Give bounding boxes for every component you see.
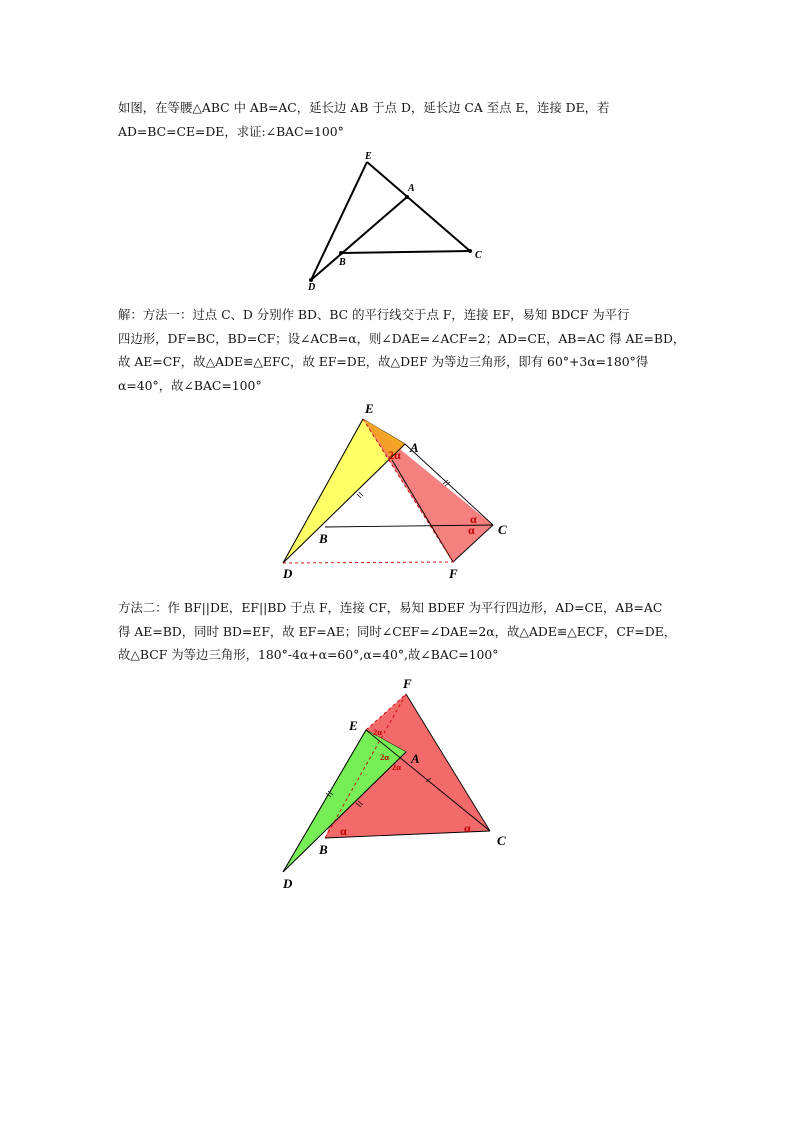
label-A: A bbox=[410, 440, 419, 455]
point-C bbox=[468, 249, 472, 253]
figure-3 bbox=[270, 670, 520, 895]
label-F: F bbox=[403, 676, 412, 691]
solution-2-line-1: 方法二：作 BF||DE，EF||BD 于点 F，连接 CF，易知 BDEF 为平行四边形，AD=CE，AB=AC bbox=[118, 600, 663, 615]
label-D: D bbox=[283, 566, 293, 581]
solution-2-line-2: 得 AE=BD，同时 BD=EF，故 EF=AE；同时∠CEF=∠DAE=2α，故△ADE≌△ECF，CF=DE， bbox=[118, 623, 677, 639]
segment-DF-dashed bbox=[283, 562, 453, 563]
label-D: D bbox=[308, 282, 316, 293]
angle-2alpha-A: 2α bbox=[388, 448, 401, 462]
angle-2alpha-E: 2α bbox=[373, 727, 382, 737]
label-C: C bbox=[475, 250, 482, 261]
problem-line-2: AD=BC=CE=DE，求证:∠BAC=100° bbox=[118, 123, 344, 139]
label-E: E bbox=[349, 718, 358, 733]
label-B: B bbox=[319, 531, 328, 546]
point-B bbox=[339, 251, 343, 255]
solution-1-line-1: 解：方法一：过点 C、D 分别作 BD、BC 的平行线交于点 F，连接 EF，易知 BDCF 为平行 bbox=[118, 307, 630, 322]
angle-2alpha-A-upper: 2α bbox=[380, 752, 389, 762]
angle-alpha-C-lower: α bbox=[468, 523, 475, 537]
label-D: D bbox=[283, 876, 293, 891]
solution-1-line-4: α=40°，故∠BAC=100° bbox=[118, 377, 262, 393]
label-C: C bbox=[497, 833, 506, 848]
angle-alpha-C-upper: α bbox=[470, 512, 477, 526]
figure-1-lines bbox=[311, 162, 470, 280]
segment-BC bbox=[341, 251, 470, 253]
label-B: B bbox=[319, 842, 328, 857]
label-E: E bbox=[365, 401, 374, 416]
segment-EC bbox=[367, 162, 470, 251]
solution-1-line-3: 故 AE=CF，故△ADE≌△EFC，故 EF=DE，故△DEF 为等边三角形，即有 60°+3α=180°得 bbox=[118, 354, 649, 369]
angle-alpha-B: α bbox=[340, 824, 347, 838]
label-A: A bbox=[408, 183, 415, 194]
label-A: A bbox=[411, 751, 420, 766]
point-A bbox=[405, 195, 409, 199]
angle-2alpha-A-lower: 2α bbox=[392, 762, 401, 772]
label-B: B bbox=[339, 257, 346, 268]
label-C: C bbox=[498, 522, 507, 537]
solution-1-text bbox=[118, 303, 686, 397]
solution-2-line-3: 故△BCF 为等边三角形，180°-4α+α=60°,α=40°,故∠BAC=100° bbox=[118, 647, 499, 662]
angle-alpha-C: α bbox=[464, 821, 471, 835]
problem-text bbox=[118, 96, 678, 143]
figure-1 bbox=[300, 145, 500, 295]
figure-2 bbox=[270, 400, 520, 585]
label-F: F bbox=[449, 566, 458, 581]
label-E: E bbox=[365, 151, 372, 162]
solution-1-line-2: 四边形，DF=BC，BD=CF；设∠ACB=α，则∠DAE=∠ACF=2；AD=CE，AB=AC 得 AE=BD， bbox=[118, 330, 686, 346]
segment-DA bbox=[311, 197, 407, 280]
problem-line-1: 如图，在等腰△ABC 中 AB=AC，延长边 AB 于点 D，延长边 CA 至点 E，连接 DE，若 bbox=[118, 100, 610, 115]
solution-2-text bbox=[118, 596, 678, 667]
